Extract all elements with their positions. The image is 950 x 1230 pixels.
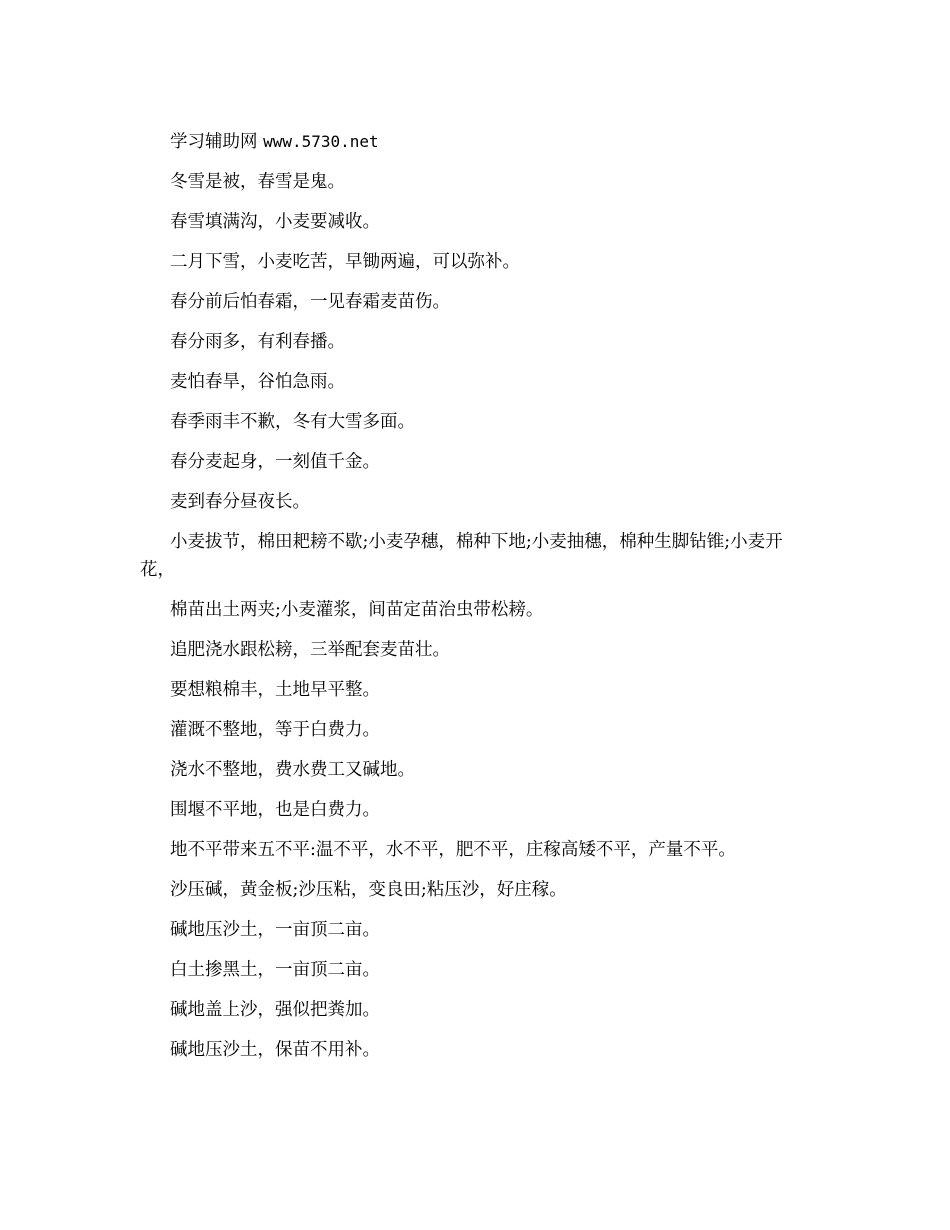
paragraph: 麦到春分昼夜长。: [170, 492, 310, 512]
site-url: www.5730.net: [263, 132, 379, 151]
document-body: [140, 128, 805, 1076]
paragraph: 沙压碱，黄金板;沙压粘，变良田;粘压沙，好庄稼。: [170, 880, 567, 900]
paragraph: 春雪填满沟，小麦要减收。: [170, 212, 380, 232]
site-name: 学习辅助网: [170, 132, 258, 152]
paragraph: 麦怕春旱，谷怕急雨。: [170, 372, 345, 392]
paragraph: 要想粮棉丰，土地早平整。: [170, 680, 380, 700]
paragraph: 围堰不平地，也是白费力。: [170, 800, 380, 820]
paragraph: 碱地压沙土，保苗不用补。: [170, 1040, 380, 1060]
paragraph: 白土掺黑土，一亩顶二亩。: [170, 960, 380, 980]
paragraph: 浇水不整地，费水费工又碱地。: [170, 760, 415, 780]
paragraph: 冬雪是被，春雪是鬼。: [170, 172, 345, 192]
paragraph: 碱地压沙土，一亩顶二亩。: [170, 920, 380, 940]
paragraph: 追肥浇水跟松耪，三举配套麦苗壮。: [170, 640, 450, 660]
paragraph: 碱地盖上沙，强似把粪加。: [170, 1000, 380, 1020]
paragraph: 春分雨多，有利春播。: [170, 332, 345, 352]
paragraph: 棉苗出土两夹;小麦灌浆，间苗定苗治虫带松耪。: [170, 600, 544, 620]
paragraph: 二月下雪，小麦吃苦，早锄两遍，可以弥补。: [170, 252, 520, 272]
paragraph: 灌溉不整地，等于白费力。: [170, 720, 380, 740]
paragraph: 春分前后怕春霜，一见春霜麦苗伤。: [170, 292, 450, 312]
header-line: [140, 128, 805, 156]
paragraph: 春分麦起身，一刻值千金。: [170, 452, 380, 472]
paragraph: 地不平带来五不平:温不平，水不平，肥不平，庄稼高矮不平，产量不平。: [170, 840, 736, 860]
paragraph: 春季雨丰不歉，冬有大雪多面。: [170, 412, 415, 432]
paragraph: 小麦拔节，棉田耙耪不歇;小麦孕穗，棉种下地;小麦抽穗，棉种生脚钻锥;小麦开花，: [140, 532, 783, 580]
